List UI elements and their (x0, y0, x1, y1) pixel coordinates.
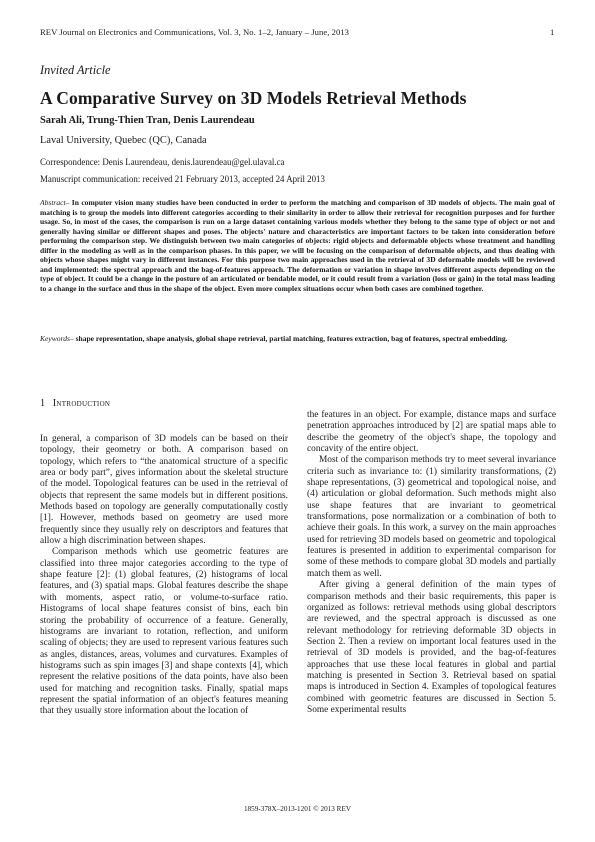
section-number: 1 (40, 398, 46, 409)
abstract-text: In computer vision many studies have been conducted in order to perform the matching and comparison of 3D models of objects. The main goal of matching is to group the models into different categories according to their similarity in order to allow their retrieval for recognition purposes and for further usage. So, in most of the cases, the comparison is run on a large dataset containing various models whether they belong to the same type of object or not and generally having similar or different shapes and poses. The objects' nature and characteristics are important factors to be taken into consideration before performing the comparison step. We distinguish between two main categories of objects: rigid objects and deformable objects whose treatment and handling differ in the modeling as well as in the comparison phases. In this paper, we will be focusing on the comparison of deformable objects, and thus dealing with objects whose shapes might vary in different instances. For this purpose two main approaches used in the retrieval of 3D deformable models will be reviewed and implemented: the spectral approach and the bag-of-features approach. The deformation or variation in shape involves different aspects depending on the type of object. It could be a change in the posture of an articulated or bendable model, or it could result from a variation (loss or gain) in the total mass leading to a change in the surface and thus in the shape of the object. Even more complex situations occur when both cases are combined together. (40, 198, 555, 293)
page-number: 1 (550, 27, 555, 37)
body-paragraph: the features in an object. For example, distance maps and surface penetration approaches introduced by [2] are spatial maps able to describe the geometry of the object's shape, the topology and concavity of the entire object. (307, 410, 556, 455)
body-paragraph: Comparison methods which use geometric features are classified into three major categories according to the type of shape feature [2]: (1) global features, (2) histograms of local features, and (3) spatial maps. Global features describe the shape with moments, aspect ratio, or volume-to-surface ratio. Histograms of local shape features consist of bins, each bin storing the probability of occurrence of a feature. Generally, histograms are invariant to rotation, reflection, and uniform scaling of objects; they are used to represent various features such as angles, distances, areas, volumes and curvatures. Examples of histograms such as spin images [3] and shape contexts [4], which represent the relative positions of the data points, have also been used for matching and recognition tasks. Finally, spatial maps represent the spatial information of an object's features meaning that they usually store information about the location of (40, 547, 288, 717)
running-head: REV Journal on Electronics and Communications, Vol. 3, No. 1–2, January – June, 2013 (40, 27, 350, 37)
manuscript-dates: Manuscript communication: received 21 February 2013, accepted 24 April 2013 (40, 174, 325, 184)
paper-title: A Comparative Survey on 3D Models Retrieval Methods (40, 88, 467, 108)
keywords (40, 334, 555, 344)
keywords-text: shape representation, shape analysis, global shape retrieval, partial matching, features extraction, bag of features, spectral embedding. (73, 334, 508, 343)
keywords-label: Keywords– (40, 334, 74, 343)
body-paragraph: After giving a general definition of the main types of comparison methods and their basic requirements, this paper is organized as follows: retrieval methods using global descriptors are reviewed, and the spectral approach is discussed as one relevant methodology for retrieving deformable 3D objects in Section 2. Then a review on important local features used in the retrieval of 3D models is provided, and the bag-of-features approaches that use these local features in global and partial matching is presented in Section 3. Retrieval based on spatial maps is introduced in Section 4. Examples of topological features combined with geometric features are discussed in Section 5. Some experimental results (307, 580, 556, 715)
body-paragraph: In general, a comparison of 3D models can be based on their topology, their geometry or both. A comparison based on topology, which refers to “the anatomical structure of a specific area or body part”, gives information about the skeletal structure of the model. Topological features can be used in the retrieval of objects that represent the same models but in different positions. Methods based on topology are generally computationally costly [1]. However, methods based on geometry are used more frequently since they usually rely on descriptors and features that allow a high discrimination between shapes. (40, 434, 288, 547)
section-heading-introduction (40, 398, 110, 409)
body-column-left (40, 434, 288, 718)
body-paragraph: Most of the comparison methods try to meet several invariance criteria such as invariance to: (1) similarity transformations, (2) shape representations, (3) geometrical and topological noise, and (4) articulation or global deformation. Such methods might also use shape features that are invariant to geometrical transformations, pose normalization or a combination of both to achieve their goals. In this work, a survey on the main approaches used for retrieving 3D models based on geometric and topological features is presented in addition to experimental comparison for some of these methods to compare global 3D models and partially match them as well. (307, 455, 556, 579)
body-column-right (307, 410, 556, 716)
page-footer: 1859-378X–2013-1201 © 2013 REV (243, 805, 352, 813)
section-title: Introduction (52, 398, 111, 409)
abstract-label: Abstract– (40, 198, 70, 207)
affiliation: Laval University, Quebec (QC), Canada (40, 135, 207, 146)
author-list: Sarah Ali, Trung-Thien Tran, Denis Laurendeau (40, 115, 255, 126)
abstract (40, 198, 555, 293)
correspondence-line: Correspondence: Denis Laurendeau, denis.laurendeau@gel.ulaval.ca (40, 157, 285, 167)
article-type: Invited Article (40, 63, 111, 77)
